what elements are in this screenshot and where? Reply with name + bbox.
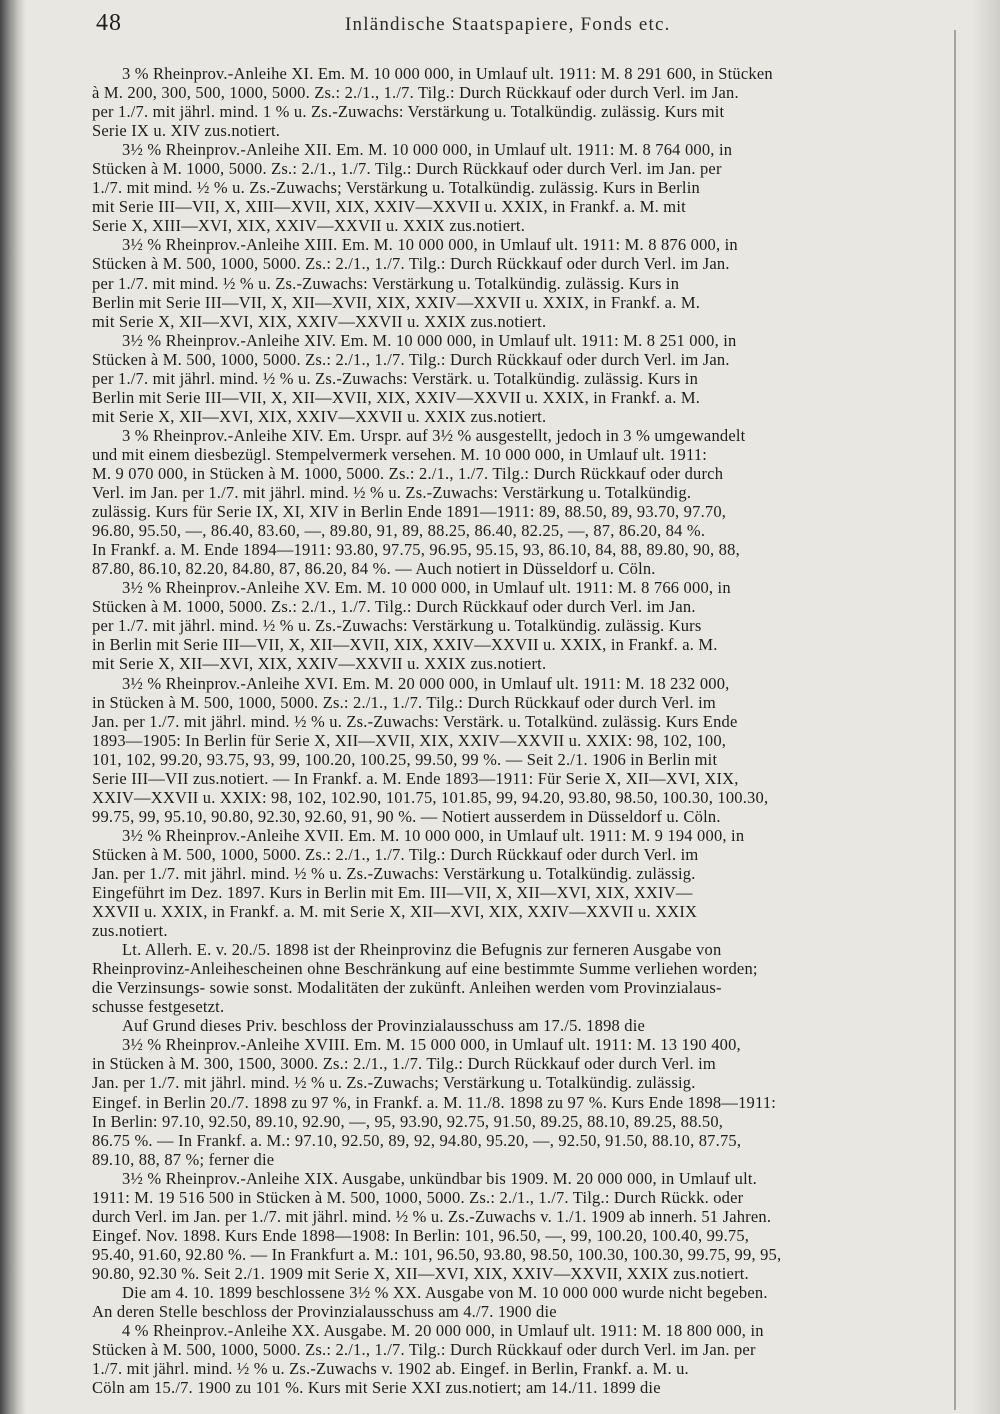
text-line: 3½ % Rheinprov.-Anleihe XII. Em. M. 10 000 000, in Umlauf ult. 1911: M. 8 764 000, in [122,140,733,160]
text-line: durch Verl. im Jan. per 1./7. mit jährl. mind. ½ % u. Zs.-Zuwachs v. 1./1. 1909 ab innerh. 51 Jahren. [92,1206,772,1226]
text-line: XXVII u. XXIX, in Frankf. a. M. mit Serie X, XII—XVI, XIX, XXIV—XXVII u. XXIX [92,902,698,922]
text-line: 95.40, 91.60, 92.80 %. — In Frankfurt a. M.: 101, 96.50, 93.80, 98.50, 100.30, 100.30, 99.75, 99, 95, [92,1244,782,1264]
text-line: 3½ % Rheinprov.-Anleihe XVIII. Em. M. 15 000 000, in Umlauf ult. 1911: M. 13 190 400, [122,1035,741,1055]
text-line: 3½ % Rheinprov.-Anleihe XVI. Em. M. 20 000 000, in Umlauf ult. 1911: M. 18 232 000, [122,673,730,693]
text-line: Stücken à M. 500, 1000, 5000. Zs.: 2./1., 1./7. Tilg.: Durch Rückkauf oder durch Verl. im Jan. [92,254,730,274]
text-line: 1./7. mit jährl. mind. ½ % u. Zs.-Zuwachs v. 1902 ab. Eingef. in Berlin, Frankf. a. M. u. [92,1359,689,1379]
text-line: Rheinprovinz-Anleihescheinen ohne Beschränkung auf eine bestimmte Summe verliehen worden; [92,959,758,979]
text-line: Serie IX u. XIV zus.notiert. [92,121,281,141]
text-line: per 1./7. mit mind. ½ % u. Zs.-Zuwachs: Verstärkung u. Totalkündig. zulässig. Kurs in [92,273,680,293]
text-line: Lt. Allerh. E. v. 20./5. 1898 ist der Rheinprovinz die Befugnis zur ferneren Ausgabe von [122,940,722,960]
text-line: die Verzinsungs- sowie sonst. Modalitäten der zukünft. Anleihen werden vom Provinzialaus- [92,978,722,998]
text-line: 101, 102, 99.20, 93.75, 93, 99, 100.20, 100.25, 99.50, 99 %. — Seit 2./1. 1906 in Berlin mit [92,749,718,769]
text-line: und mit einem diesbezügl. Stempelvermerk versehen. M. 10 000 000, in Umlauf ult. 1911: [92,444,708,464]
text-line: à M. 200, 300, 500, 1000, 5000. Zs.: 2./1., 1./7. Tilg.: Durch Rückkauf oder durch Verl. im Jan. [92,83,739,103]
text-line: Eingef. Nov. 1898. Kurs Ende 1898—1908: In Berlin: 101, 96.50, —, 99, 100.20, 100.40, 99.75, [92,1225,750,1245]
column-rule [954,30,956,1410]
text-line: Verl. im Jan. per 1./7. mit jährl. mind. ½ % u. Zs.-Zuwachs: Verstärkung u. Totalkündig. [92,483,692,503]
text-line: Eingef. in Berlin 20./7. 1898 zu 97 %, in Frankf. a. M. 11./8. 1898 zu 97 %. Kurs Ende 1898—1911: [92,1092,777,1112]
text-line: mit Serie X, XII—XVI, XIX, XXIV—XXVII u. XXIX zus.notiert. [92,654,547,674]
text-line: Stücken à M. 1000, 5000. Zs.: 2./1., 1./7. Tilg.: Durch Rückkauf oder durch Verl. im Jan. [92,597,696,617]
text-line: Cöln am 15./7. 1900 zu 101 %. Kurs mit Serie XXI zus.notiert; am 14./11. 1899 die [92,1378,661,1398]
text-line: mit Serie III—VII, X, XIII—XVII, XIX, XXIV—XXVII u. XXIX, in Frankf. a. M. mit [92,197,686,217]
scan-shadow-right [972,0,1000,1414]
text-line: Die am 4. 10. 1899 beschlossene 3½ % XX. Ausgabe von M. 10 000 000 wurde nicht begeben. [122,1283,768,1302]
text-line: 96.80, 95.50, —, 86.40, 83.60, —, 89.80, 91, 89, 88.25, 86.40, 82.25, —, 87, 86.20, 84 %. [92,521,706,541]
text-line: 1893—1905: In Berlin für Serie X, XII—XVII, XIX, XXIV—XXVII u. XXIX: 98, 102, 100, [92,730,727,750]
text-line: 1911: M. 19 516 500 in Stücken à M. 500, 1000, 5000. Zs.: 2./1., 1./7. Tilg.: Durch Rückk. oder [92,1187,744,1207]
text-line: 3½ % Rheinprov.-Anleihe XIX. Ausgabe, unkündbar bis 1909. M. 20 000 000, in Umlauf ult. [122,1168,758,1188]
text-line: 3 % Rheinprov.-Anleihe XIV. Em. Urspr. auf 3½ % ausgestellt, jedoch in 3 % umgewandelt [122,425,746,445]
text-line: In Frankf. a. M. Ende 1894—1911: 93.80, 97.75, 96.95, 95.15, 93, 86.10, 84, 88, 89.80, 90, 88, [92,540,740,560]
text-line: 89.10, 88, 87 %; ferner die [92,1149,275,1169]
text-line: XXIV—XXVII u. XXIX: 98, 102, 102.90, 101.75, 101.85, 99, 94.20, 93.80, 98.50, 100.30, 100.30, [92,787,769,807]
text-line: Jan. per 1./7. mit jährl. mind. ½ % u. Zs.-Zuwachs: Verstärk. u. Totalkünd. zulässig. Kurs Ende [92,711,738,731]
text-line: 1./7. mit mind. ½ % u. Zs.-Zuwachs; Verstärkung u. Totalkündig. zulässig. Kurs in Berlin [92,178,700,198]
text-line: Auf Grund dieses Priv. beschloss der Provinzialausschuss am 17./5. 1898 die [122,1016,646,1036]
text-line: Jan. per 1./7. mit jährl. mind. ½ % u. Zs.-Zuwachs; Verstärkung u. Totalkündig. zulässig. [92,1073,696,1093]
text-line: 99.75, 99, 95.10, 90.80, 92.30, 92.60, 91, 90 %. — Notiert ausserdem in Düsseldorf u. Cöln. [92,806,721,826]
page-number: 48 [96,10,122,36]
text-line: schusse festgesetzt. [92,997,225,1017]
text-line: Stücken à M. 500, 1000, 5000. Zs.: 2./1., 1./7. Tilg.: Durch Rückkauf oder durch Verl. im [92,844,699,864]
text-line: 86.75 %. — In Frankf. a. M.: 97.10, 92.50, 89, 92, 94.80, 95.20, —, 92.50, 91.50, 88.10, 87.75, [92,1130,742,1150]
text-line: 90.80, 92.30 %. Seit 2./1. 1909 mit Serie X, XII—XVI, XIX, XXIV—XXVII, XXIX zus.notiert. [92,1263,749,1283]
text-line: Serie III—VII zus.notiert. — In Frankf. a. M. Ende 1893—1911: Für Serie X, XII—XVI, XIX, [92,768,739,788]
text-line: in Stücken à M. 500, 1000, 5000. Zs.: 2./1., 1./7. Tilg.: Durch Rückkauf oder durch Verl. im [92,692,716,712]
text-line: Stücken à M. 500, 1000, 5000. Zs.: 2./1., 1./7. Tilg.: Durch Rückkauf oder durch Verl. im Jan. [92,349,730,369]
text-line: in Stücken à M. 300, 1500, 3000. Zs.: 2./1., 1./7. Tilg.: Durch Rückkauf oder durch Verl. im [92,1054,716,1074]
text-line: mit Serie X, XII—XVI, XIX, XXIV—XXVII u. XXIX zus.notiert. [92,406,547,426]
text-line: 3½ % Rheinprov.-Anleihe XVII. Em. M. 10 000 000, in Umlauf ult. 1911: M. 9 194 000, in [122,825,745,845]
text-line: Berlin mit Serie III—VII, X, XII—XVII, XIX, XXIV—XXVII u. XXIX, in Frankf. a. M. [92,292,701,312]
text-line: zulässig. Kurs für Serie IX, XI, XIV in Berlin Ende 1891—1911: 89, 88.50, 89, 93.70, 97.70, [92,502,727,522]
text-line: Eingeführt im Dez. 1897. Kurs in Berlin mit Em. III—VII, X, XII—XVI, XIX, XXIV— [92,883,693,903]
text-line: per 1./7. mit jährl. mind. ½ % u. Zs.-Zuwachs: Verstärkung u. Totalkündig. zulässig. Kurs [92,616,702,636]
text-line: per 1./7. mit jährl. mind. ½ % u. Zs.-Zuwachs: Verstärk. u. Totalkündig. zulässig. Kurs in [92,368,699,388]
text-block [92,64,952,1409]
text-line: M. 9 070 000, in Stücken à M. 1000, 5000. Zs.: 2./1., 1./7. Tilg.: Durch Rückkauf oder durch [92,463,724,483]
running-head: Inländische Staatspapiere, Fonds etc. [345,14,671,35]
text-line: In Berlin: 97.10, 92.50, 89.10, 92.90, —, 95, 93.90, 92.75, 91.50, 89.25, 88.10, 89.25, 88.50, [92,1111,724,1131]
text-line: Stücken à M. 500, 1000, 5000. Zs.: 2./1., 1./7. Tilg.: Durch Rückkauf oder durch Verl. im Jan. per [92,1340,756,1360]
text-line: 3 % Rheinprov.-Anleihe XI. Em. M. 10 000 000, in Umlauf ult. 1911: M. 8 291 600, in Stücken [122,64,773,83]
text-line: Berlin mit Serie III—VII, X, XII—XVII, XIX, XXIV—XXVII u. XXIX, in Frankf. a. M. [92,387,701,407]
text-line: 4 % Rheinprov.-Anleihe XX. Ausgabe. M. 20 000 000, in Umlauf ult. 1911: M. 18 800 000, in [122,1321,764,1341]
text-line: mit Serie X, XII—XVI, XIX, XXIV—XXVII u. XXIX zus.notiert. [92,311,547,331]
text-line: An deren Stelle beschloss der Provinzialausschuss am 4./7. 1900 die [92,1302,557,1322]
scan-shadow-left [0,0,26,1414]
text-line: 3½ % Rheinprov.-Anleihe XIII. Em. M. 10 000 000, in Umlauf ult. 1911: M. 8 876 000, in [122,235,738,255]
text-line: Stücken à M. 1000, 5000. Zs.: 2./1., 1./7. Tilg.: Durch Rückkauf oder durch Verl. im Jan. per [92,159,722,179]
text-line: per 1./7. mit jährl. mind. 1 % u. Zs.-Zuwachs: Verstärkung u. Totalkündig. zulässig. Kurs mit [92,102,725,122]
text-line: Jan. per 1./7. mit jährl. mind. ½ % u. Zs.-Zuwachs: Verstärkung u. Totalkündig. zulässig. [92,863,696,883]
text-line: 3½ % Rheinprov.-Anleihe XV. Em. M. 10 000 000, in Umlauf ult. 1911: M. 8 766 000, in [122,578,731,598]
text-line: zus.notiert. [92,921,168,941]
text-line: in Berlin mit Serie III—VII, X, XII—XVII, XIX, XXIV—XXVII u. XXIX, in Frankf. a. M. [92,635,718,655]
text-line: Serie X, XIII—XVI, XIX, XXIV—XXVII u. XXIX zus.notiert. [92,216,526,236]
text-line: 87.80, 86.10, 82.20, 84.80, 87, 86.20, 84 %. — Auch notiert in Düsseldorf u. Cöln. [92,559,656,579]
text-line: 3½ % Rheinprov.-Anleihe XIV. Em. M. 10 000 000, in Umlauf ult. 1911: M. 8 251 000, in [122,330,737,350]
